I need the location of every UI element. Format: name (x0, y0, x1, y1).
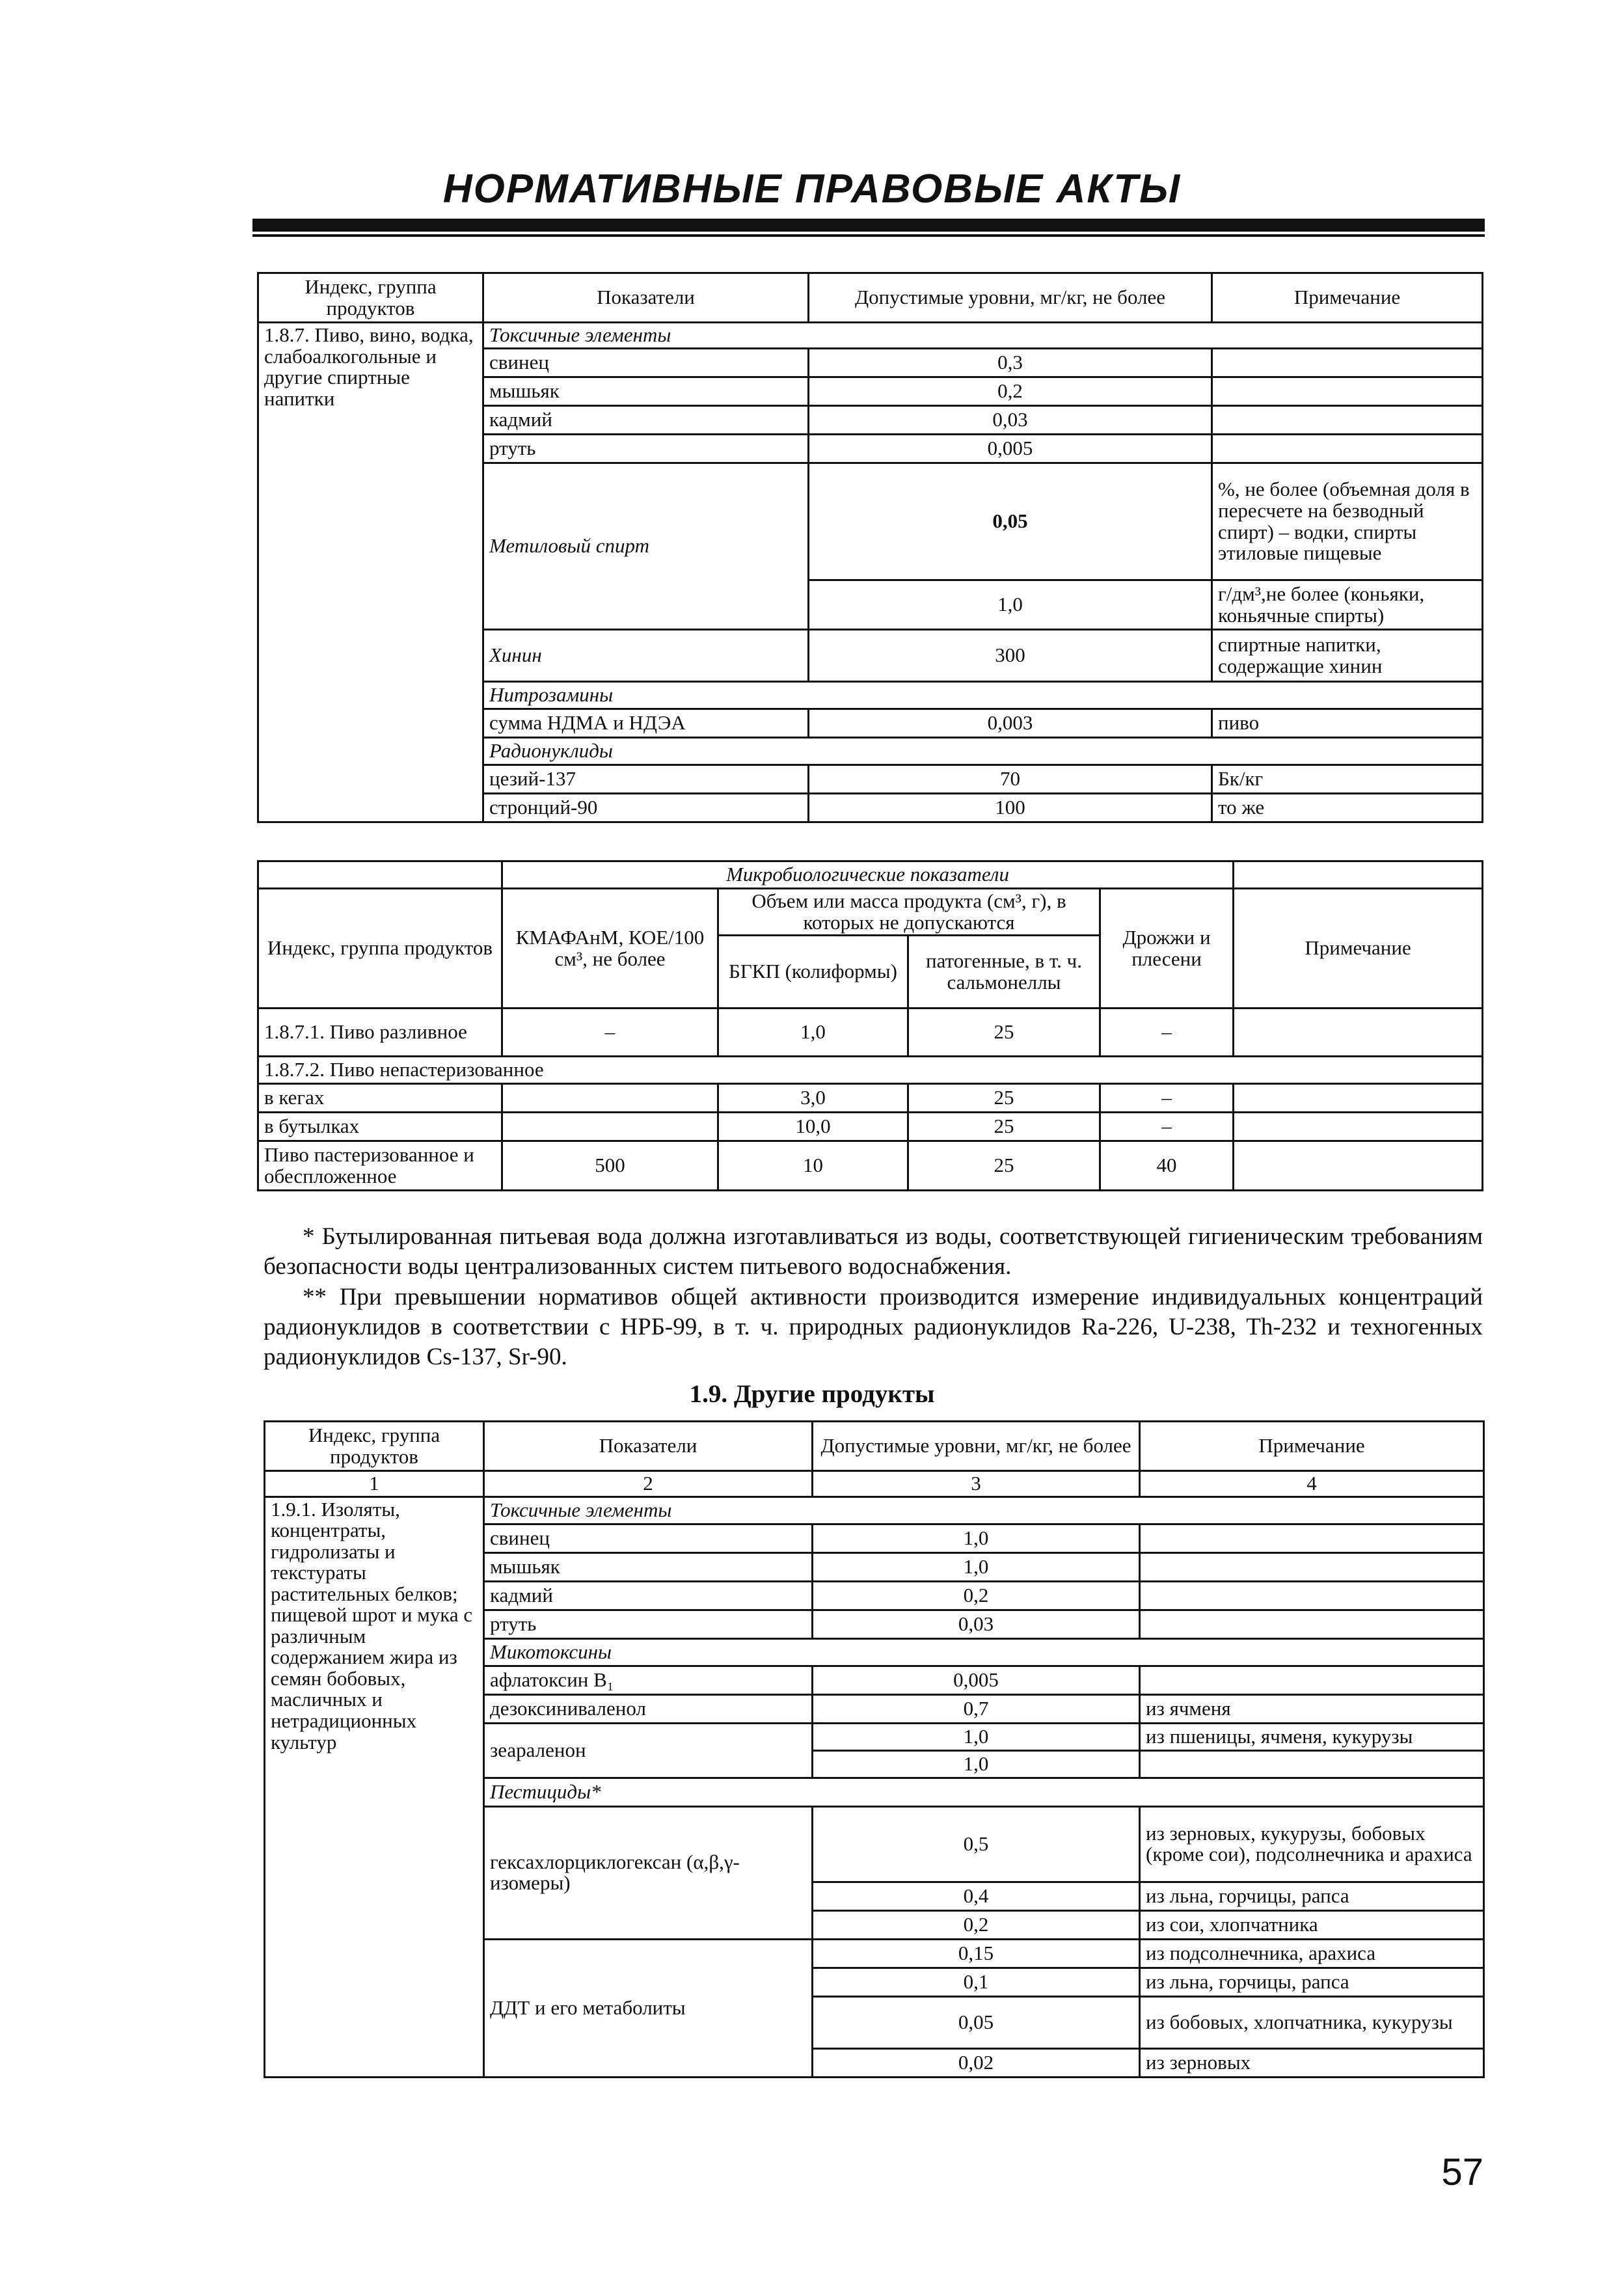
indicator-note: из подсолнечника, арахиса (1140, 1939, 1484, 1968)
indicator-note: из льна, горчицы, рапса (1140, 1882, 1484, 1910)
indicator-value: 1,0 (813, 1524, 1140, 1552)
header-bgkp: БГКП (колиформы) (718, 936, 908, 1009)
cell-yeast: – (1100, 1084, 1234, 1113)
table-other-products (264, 1420, 1485, 2078)
cell-bgkp: 10,0 (718, 1113, 908, 1141)
cell-note (1234, 1084, 1483, 1113)
indicator-name-quinine: Хинин (483, 630, 809, 682)
indicator-value: 0,5 (813, 1806, 1140, 1882)
indicator-value: 100 (809, 794, 1212, 822)
page-header-title: НОРМАТИВНЫЕ ПРАВОВЫЕ АКТЫ (442, 167, 1182, 211)
header-rule (252, 219, 1485, 232)
indicator-value: 1,0 (813, 1552, 1140, 1581)
header-indicators: Показатели (484, 1422, 813, 1471)
indicator-name: цезий-137 (483, 765, 809, 794)
cell-kmafanm: – (502, 1009, 718, 1057)
group-label-nitrosamines: Нитрозамины (483, 682, 1483, 709)
indicator-note (1140, 1666, 1484, 1694)
indicator-value: 0,003 (809, 709, 1212, 738)
cell-pathogens: 25 (908, 1113, 1100, 1141)
product-group-index: 1.8.7. Пиво, вино, водка, слабоалкогольные и другие спиртные напитки (258, 323, 483, 822)
cell-bgkp: 10 (718, 1141, 908, 1191)
header-index: Индекс, группа продуктов (265, 1422, 484, 1471)
indicator-name: зеараленон (484, 1723, 813, 1778)
indicator-value: 0,4 (813, 1882, 1140, 1910)
header-index: Индекс, группа продуктов (258, 889, 502, 1009)
header-note: Примечание (1212, 273, 1483, 323)
header-volume: Объем или масса продукта (см³, г), в которых не допускаются (718, 889, 1100, 936)
header-levels: Допустимые уровни, мг/кг, не более (813, 1422, 1140, 1471)
group-label-mycotoxins: Микотоксины (484, 1638, 1484, 1666)
indicator-value: 0,2 (813, 1581, 1140, 1610)
indicator-value: 1,0 (813, 1723, 1140, 1750)
indicator-value: 1,0 (809, 580, 1212, 630)
indicator-name: свинец (483, 349, 809, 377)
indicator-name: афлатоксин B₁ (484, 1666, 813, 1694)
indicator-value: 1,0 (813, 1750, 1140, 1778)
group-label-toxic: Токсичные элементы (483, 323, 1483, 349)
indicator-value: 0,05 (809, 463, 1212, 580)
indicator-note (1212, 435, 1483, 463)
indicator-note: из ячменя (1140, 1694, 1484, 1723)
row-subheader: 1.8.7.2. Пиво непастеризованное (258, 1057, 1483, 1084)
column-number: 3 (813, 1471, 1140, 1497)
cell-kmafanm (502, 1113, 718, 1141)
indicator-value: 0,03 (809, 406, 1212, 435)
indicator-value: 0,3 (809, 349, 1212, 377)
indicator-name: кадмий (484, 1581, 813, 1610)
header-levels: Допустимые уровни, мг/кг, не более (809, 273, 1212, 323)
product-group-index: 1.9.1. Изоляты, концентраты, гидролизаты и текстураты растительных белков; пищевой шрот и мука с различным содержанием жира из семян бобовых, масличных и нетрадиционных культур (265, 1497, 484, 2077)
indicator-name: мышьяк (483, 377, 809, 406)
indicator-note: г/дм³,не более (коньяки, коньячные спирты) (1212, 580, 1483, 630)
indicator-name: ртуть (484, 1610, 813, 1638)
cell-pathogens: 25 (908, 1141, 1100, 1191)
indicator-value: 0,03 (813, 1610, 1140, 1638)
indicator-note: из зерновых (1140, 2048, 1484, 2077)
indicator-note: пиво (1212, 709, 1483, 738)
cell-yeast: – (1100, 1113, 1234, 1141)
indicator-note (1140, 1610, 1484, 1638)
indicator-note: Бк/кг (1212, 765, 1483, 794)
column-number: 4 (1140, 1471, 1484, 1497)
indicator-value: 0,1 (813, 1968, 1140, 1996)
indicator-name: дезоксиниваленол (484, 1694, 813, 1723)
column-number: 2 (484, 1471, 813, 1497)
header-pathogens: патогенные, в т. ч. сальмонеллы (908, 936, 1100, 1009)
cell-note (1234, 1141, 1483, 1191)
indicator-note: из зерновых, кукурузы, бобовых (кроме сои), подсолнечника и арахиса (1140, 1806, 1484, 1882)
indicator-value: 0,2 (813, 1910, 1140, 1939)
indicator-name: ДДТ и его метаболиты (484, 1939, 813, 2077)
indicator-value: 0,2 (809, 377, 1212, 406)
indicator-value: 0,02 (813, 2048, 1140, 2077)
indicator-value: 0,005 (813, 1666, 1140, 1694)
page-number: 57 (1441, 2151, 1483, 2193)
cell-bgkp: 1,0 (718, 1009, 908, 1057)
row-name: 1.8.7.1. Пиво разливное (258, 1009, 502, 1057)
cell-note (1234, 1009, 1483, 1057)
indicator-note: из бобовых, хлопчатника, кукурузы (1140, 1996, 1484, 2048)
indicator-name: сумма НДМА и НДЭА (483, 709, 809, 738)
indicator-note (1140, 1552, 1484, 1581)
indicator-value: 0,15 (813, 1939, 1140, 1968)
indicator-note: %, не более (объемная доля в пересчете на безводный спирт) – водки, спирты этиловые пищевые (1212, 463, 1483, 580)
indicator-name: стронций-90 (483, 794, 809, 822)
indicator-name-methanol: Метиловый спирт (483, 463, 809, 630)
footnote-bottled-water: * Бутылированная питьевая вода должна изготавливаться из воды, соответствующей гигиеническим требованиям безопасности воды централизованных систем питьевого водоснабжения. (264, 1223, 1483, 1280)
group-label-radionuclides: Радионуклиды (483, 738, 1483, 765)
footnote-radionuclides: ** При превышении нормативов общей активности производится измерение индивидуальных концентраций радионуклидов в соответствии с НРБ-99, в т. ч. природных радионуклидов Ra-226, U-238, Th-232 и техногенных радионуклидов Cs-137, Sr-90. (264, 1283, 1483, 1370)
indicator-value: 300 (809, 630, 1212, 682)
indicator-note (1140, 1524, 1484, 1552)
indicator-value: 0,005 (809, 435, 1212, 463)
header-rule-thin (252, 234, 1485, 237)
indicator-note (1140, 1581, 1484, 1610)
indicator-note: из пшеницы, ячменя, кукурузы (1140, 1723, 1484, 1750)
group-label-pesticides: Пестициды* (484, 1778, 1484, 1806)
header-index: Индекс, группа продуктов (258, 273, 483, 323)
indicator-name: кадмий (483, 406, 809, 435)
cell-bgkp: 3,0 (718, 1084, 908, 1113)
indicator-note: из сои, хлопчатника (1140, 1910, 1484, 1939)
header-kmafanm: КМАФАнМ, КОЕ/100 см³, не более (502, 889, 718, 1009)
indicator-value: 0,7 (813, 1694, 1140, 1723)
indicator-note: спиртные напитки, содержащие хинин (1212, 630, 1483, 682)
row-name: в кегах (258, 1084, 502, 1113)
table-beer-microbiology (257, 860, 1483, 1191)
cell-kmafanm (502, 1084, 718, 1113)
cell-note (1234, 1113, 1483, 1141)
indicator-note: то же (1212, 794, 1483, 822)
cell-pathogens: 25 (908, 1009, 1100, 1057)
column-number: 1 (265, 1471, 484, 1497)
indicator-note (1140, 1750, 1484, 1778)
indicator-note (1212, 349, 1483, 377)
cell-kmafanm: 500 (502, 1141, 718, 1191)
indicator-name: ртуть (483, 435, 809, 463)
cell-pathogens: 25 (908, 1084, 1100, 1113)
indicator-name: свинец (484, 1524, 813, 1552)
row-name: в бутылках (258, 1113, 502, 1141)
cell-yeast: 40 (1100, 1141, 1234, 1191)
indicator-name: гексахлорциклогексан (α,β,γ-изомеры) (484, 1806, 813, 1939)
indicator-note: из льна, горчицы, рапса (1140, 1968, 1484, 1996)
indicator-value: 70 (809, 765, 1212, 794)
indicator-name: мышьяк (484, 1552, 813, 1581)
header-note: Примечание (1140, 1422, 1484, 1471)
group-label-toxic: Токсичные элементы (484, 1497, 1484, 1524)
indicator-value: 0,05 (813, 1996, 1140, 2048)
row-name: Пиво пастеризованное и обеспложенное (258, 1141, 502, 1191)
section-title: 1.9. Другие продукты (689, 1380, 935, 1408)
cell-yeast: – (1100, 1009, 1234, 1057)
header-note: Примечание (1234, 889, 1483, 1009)
indicator-note (1212, 406, 1483, 435)
table-beverages-contaminants (257, 272, 1483, 823)
footnotes (264, 1222, 1483, 1372)
header-indicators: Показатели (483, 273, 809, 323)
header-yeast: Дрожжи и плесени (1100, 889, 1234, 1009)
group-header-microbiology: Микробиологические показатели (502, 861, 1234, 889)
indicator-note (1212, 377, 1483, 406)
